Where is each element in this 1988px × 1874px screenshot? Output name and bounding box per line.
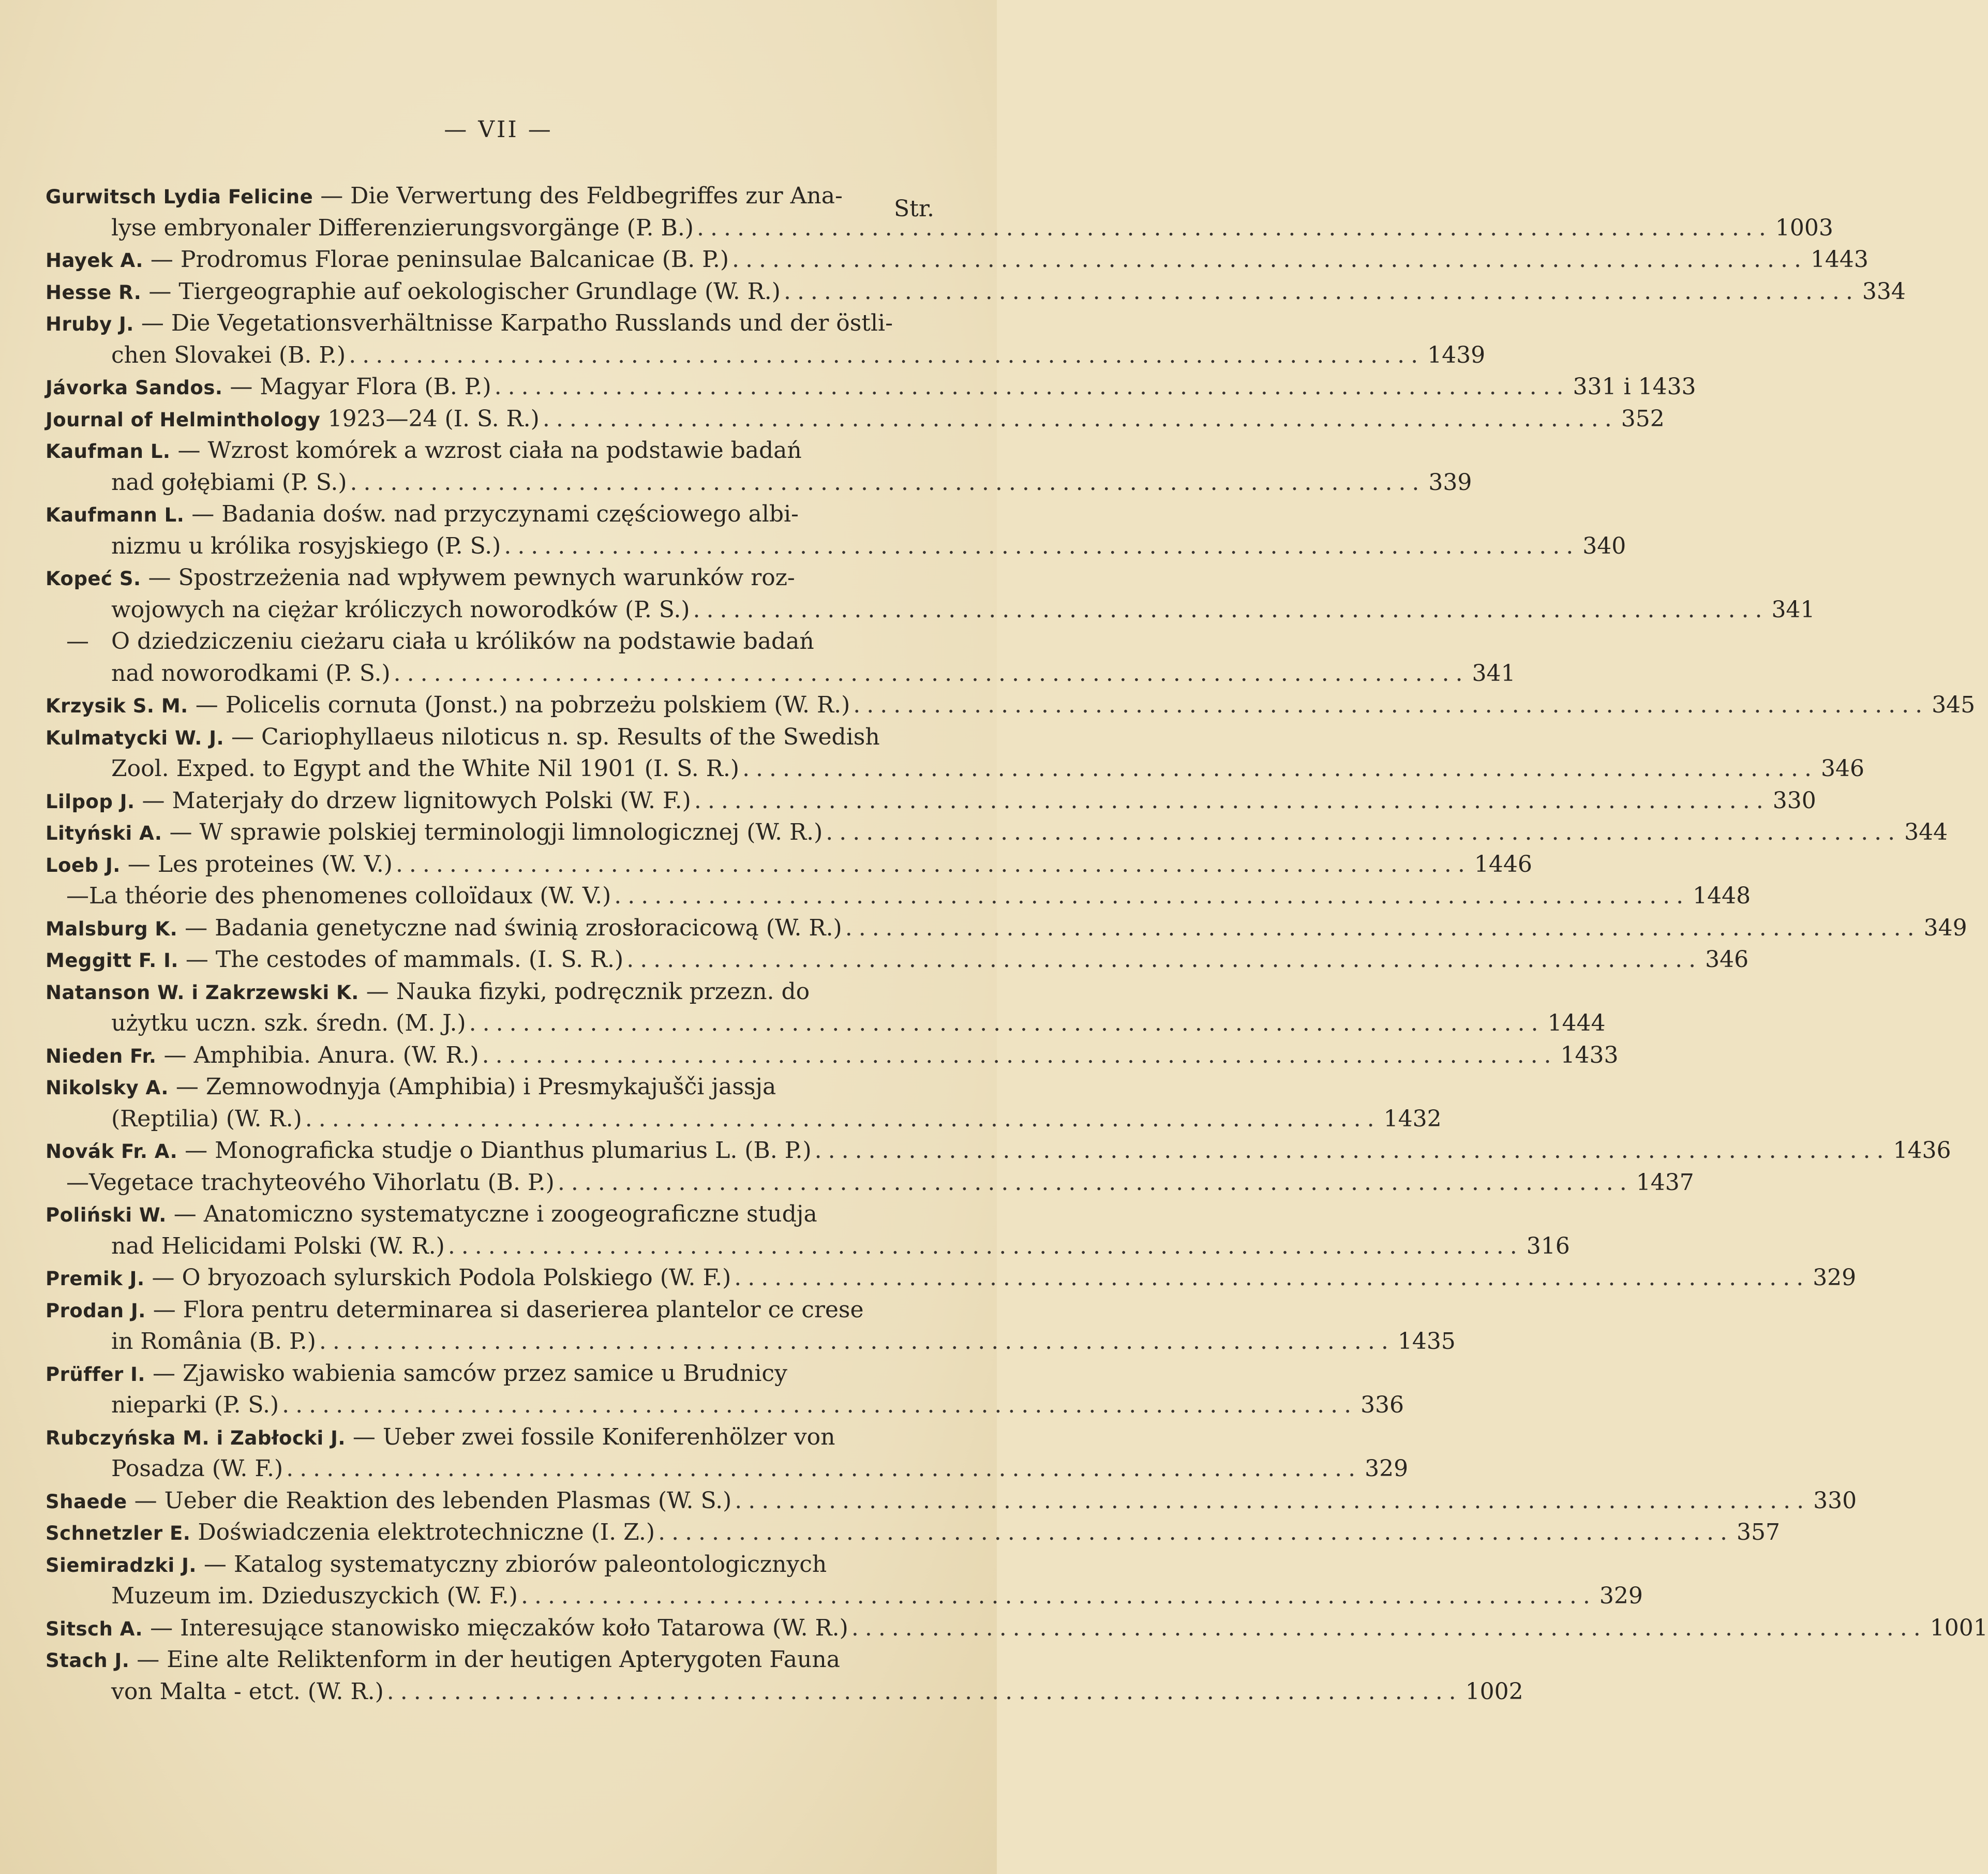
entry-title-text: nad Helicidami Polski (W. R.) — [111, 1232, 445, 1259]
index-entry — [46, 849, 1532, 881]
index-entry — [46, 785, 1816, 817]
entry-title-text: — O bryozoach sylurskich Podola Polskiego (W. F.) — [152, 1265, 731, 1291]
dot-leader: ................................................................................ — [742, 755, 1818, 782]
index-entry — [46, 689, 1976, 721]
entry-line — [46, 849, 1532, 881]
index-entry — [46, 1294, 1456, 1358]
entry-author: Rubczyńska M. i Zabłocki J. — [46, 1426, 346, 1449]
index-entry — [46, 1039, 1619, 1072]
entry-title-text: (Reptilia) (W. R.) — [111, 1105, 302, 1132]
entry-line — [46, 1262, 1857, 1294]
dot-leader: ................................................................................ — [693, 596, 1769, 623]
index-entry — [46, 1644, 1523, 1707]
entry-line — [46, 1549, 925, 1581]
index-entry — [46, 562, 1815, 626]
entry-title-text: — Zemnowodnyja (Amphibia) i Presmykajušči jassja — [175, 1074, 776, 1100]
entry-title-text: — Materjały do drzew lignitowych Polski (W. F.) — [142, 787, 691, 814]
dot-leader: ................................................................................ — [542, 405, 1618, 432]
index-entry — [46, 721, 1864, 785]
repeat-dash: — — [66, 883, 89, 909]
entry-page-number: 330 — [1772, 787, 1816, 814]
dot-leader: ................................................................................ — [504, 532, 1580, 559]
entry-title-text: chen Slovakei (B. P.) — [111, 341, 346, 368]
dot-leader: ................................................................................ — [694, 787, 1770, 814]
entry-author: Lityński A. — [46, 822, 162, 844]
entry-page-number: 1448 — [1693, 883, 1751, 909]
entry-line — [46, 1516, 1780, 1549]
index-entries — [46, 180, 1988, 1707]
entry-title-text: — Interesujące stanowisko mięczaków koło Tatarowa (W. R.) — [150, 1614, 848, 1641]
dot-leader: ................................................................................ — [282, 1392, 1358, 1418]
entry-page-number: 330 — [1813, 1487, 1857, 1514]
entry-author: Hayek A. — [46, 249, 143, 272]
entry-line — [46, 594, 1815, 626]
dot-leader: ................................................................................ — [853, 692, 1929, 718]
entry-author: Lilpop J. — [46, 790, 135, 813]
dot-leader: ................................................................................ — [520, 1583, 1596, 1609]
dot-leader: ................................................................................ — [696, 214, 1772, 241]
entry-author: Prüffer I. — [46, 1363, 145, 1386]
entry-line — [46, 1612, 1988, 1644]
entry-line — [46, 1007, 1606, 1039]
entry-line — [46, 1485, 1857, 1517]
entry-title-text: O dziedziczeniu cieżaru ciała u królików na podstawie badań — [111, 628, 814, 655]
index-entry — [46, 498, 1626, 562]
entry-page-number: 345 — [1932, 692, 1976, 718]
entry-title-text: — Prodromus Florae peninsulae Balcanicae (B. P.) — [150, 246, 729, 273]
entry-title-text: Zool. Exped. to Egypt and the White Nil 1901 (I. S. R.) — [111, 755, 740, 782]
entry-title-text: lyse embryonaler Differenzierungsvorgänge (P. B.) — [111, 214, 694, 241]
dot-leader: ................................................................................ — [447, 1232, 1523, 1259]
entry-title-text: Doświadczenia elektrotechniczne (I. Z.) — [198, 1519, 655, 1545]
entry-author: Kopeć S. — [46, 568, 141, 590]
entry-page-number: 341 — [1771, 596, 1815, 623]
entry-author: Novák Fr. A. — [46, 1140, 178, 1163]
dot-leader: ................................................................................ — [735, 1487, 1811, 1514]
dot-leader: ................................................................................ — [732, 246, 1807, 273]
entry-line — [46, 498, 925, 530]
entry-title-text: — Amphibia. Anura. (W. R.) — [163, 1042, 479, 1068]
entry-page-number: 1002 — [1465, 1678, 1523, 1705]
entry-title-text: Muzeum im. Dzieduszyckich (W. F.) — [111, 1583, 518, 1609]
entry-title-text: — Zjawisko wabienia samców przez samice u Brudnicy — [152, 1360, 787, 1387]
dot-leader: ................................................................................ — [814, 1137, 1890, 1164]
entry-line — [46, 1453, 1409, 1485]
index-entry — [46, 944, 1749, 976]
entry-title-text: La théorie des phenomenes colloïdaux (W. V.) — [89, 883, 611, 909]
entry-title-text: — W sprawie polskiej terminologji limnologicznej (W. R.) — [169, 819, 823, 845]
entry-line — [46, 785, 1816, 817]
entry-author: Schnetzler E. — [46, 1522, 191, 1544]
entry-line — [46, 1389, 1404, 1421]
entry-title-text: — The cestodes of mammals. (I. S. R.) — [185, 946, 624, 973]
entry-title-text: — Ueber zwei fossile Koniferenhölzer von — [352, 1423, 835, 1450]
dot-leader: ................................................................................ — [386, 1678, 1462, 1705]
entry-line — [46, 1580, 1643, 1612]
entry-page-number: 1003 — [1775, 214, 1833, 241]
entry-line — [46, 1326, 1456, 1358]
entry-author: Poliński W. — [46, 1204, 167, 1226]
entry-author: Kulmatycki W. J. — [46, 726, 225, 749]
entry-page-number: 1001 — [1930, 1614, 1988, 1641]
entry-author: Kaufmann L. — [46, 504, 185, 526]
entry-page-number: 352 — [1621, 405, 1665, 432]
entry-page-number: 1436 — [1893, 1137, 1951, 1164]
entry-author: Hesse R. — [46, 281, 142, 304]
entry-author: Siemiradzki J. — [46, 1554, 197, 1576]
page-column-label: Str. — [894, 196, 935, 222]
index-entry — [46, 1135, 1951, 1167]
entry-title-text: — Anatomiczno systematyczne i zoogeograficzne studja — [173, 1201, 817, 1227]
dot-leader: ................................................................................ — [494, 374, 1570, 400]
entry-title-text: — Die Vegetationsverhältnisse Karpatho Russlands und der östli- — [141, 310, 893, 336]
entry-title-text: — Eine alte Reliktenform in der heutigen Apterygoten Fauna — [137, 1646, 840, 1673]
entry-line — [46, 562, 925, 594]
entry-line — [46, 1135, 1951, 1167]
index-entry — [46, 1167, 1694, 1199]
entry-page-number: 329 — [1365, 1455, 1409, 1482]
dot-leader: ................................................................................ — [349, 341, 1425, 368]
dot-leader: ................................................................................ — [557, 1169, 1633, 1196]
index-entry — [46, 180, 1833, 244]
dot-leader: ................................................................................ — [783, 278, 1859, 305]
entry-page-number: 316 — [1526, 1232, 1570, 1259]
entry-author: Jávorka Sandos. — [46, 377, 223, 399]
index-entry — [46, 880, 1751, 912]
dot-leader: ................................................................................ — [614, 883, 1690, 909]
index-entry — [46, 307, 1486, 371]
index-entry — [46, 1358, 1404, 1421]
entry-page-number: 357 — [1737, 1519, 1780, 1545]
entry-author: Nieden Fr. — [46, 1045, 157, 1067]
entry-line — [46, 944, 1749, 976]
entry-line — [46, 1039, 1619, 1072]
dot-leader: ................................................................................ — [286, 1455, 1362, 1482]
entry-line — [46, 435, 925, 467]
dot-leader: ................................................................................ — [851, 1614, 1927, 1641]
dot-leader: ................................................................................ — [845, 914, 1921, 941]
entry-line — [46, 1167, 1694, 1199]
dot-leader: ................................................................................ — [395, 851, 1471, 877]
entry-author: Hruby J. — [46, 313, 134, 335]
entry-title-text: — Wzrost komórek a wzrost ciała na podstawie badań — [177, 437, 802, 464]
entry-author: Premik J. — [46, 1268, 145, 1290]
entry-title-text: — Spostrzeżenia nad wpływem pewnych warunków roz- — [148, 564, 795, 591]
dot-leader: ................................................................................ — [734, 1265, 1810, 1291]
index-entry — [46, 1198, 1570, 1262]
entry-line — [46, 1676, 1523, 1708]
entry-line — [46, 244, 1869, 276]
index-entry — [46, 1262, 1857, 1294]
entry-line — [46, 721, 925, 753]
entry-page-number: 331 i 1433 — [1573, 374, 1696, 400]
entry-author: Sitsch A. — [46, 1617, 143, 1640]
dot-leader: ................................................................................ — [626, 946, 1702, 973]
entry-page-number: 346 — [1705, 946, 1749, 973]
entry-author: Stach J. — [46, 1649, 130, 1672]
entry-line — [46, 276, 1906, 308]
entry-author: Krzysik S. M. — [46, 695, 188, 717]
entry-line — [46, 1421, 925, 1453]
entry-line — [46, 467, 1472, 499]
entry-line — [46, 880, 1751, 912]
entry-title-text: — Monograficka studje o Dianthus plumarius L. (B. P.) — [185, 1137, 812, 1164]
entry-title-text: — Die Verwertung des Feldbegriffes zur Ana- — [320, 183, 843, 209]
dot-leader: ................................................................................ — [658, 1519, 1733, 1545]
dot-leader: ................................................................................ — [482, 1042, 1558, 1068]
entry-line — [46, 371, 1696, 403]
dot-leader: ................................................................................ — [350, 469, 1426, 496]
entry-title-text: użytku uczn. szk. średn. (M. J.) — [111, 1010, 466, 1036]
entry-title-text: nizmu u królika rosyjskiego (P. S.) — [111, 532, 501, 559]
entry-author: Malsburg K. — [46, 917, 178, 940]
entry-page-number: 336 — [1361, 1392, 1404, 1418]
index-entry — [46, 403, 1665, 435]
index-entry — [46, 626, 1516, 689]
entry-author: Natanson W. i Zakrzewski K. — [46, 981, 359, 1004]
index-entry — [46, 976, 1606, 1039]
entry-line — [46, 689, 1976, 721]
entry-page-number: 344 — [1904, 819, 1948, 845]
entry-line — [46, 976, 925, 1008]
dot-leader: ................................................................................ — [469, 1010, 1545, 1036]
index-entry — [46, 371, 1696, 403]
entry-title-text: — Nauka fizyki, podręcznik przezn. do — [366, 978, 810, 1005]
index-entry — [46, 816, 1948, 849]
entry-line — [46, 753, 1864, 785]
entry-title-text: — Ueber die Reaktion des lebenden Plasmas (W. S.) — [134, 1487, 732, 1514]
entry-author: Shaede — [46, 1490, 127, 1513]
entry-author: Meggitt F. I. — [46, 949, 178, 972]
entry-page-number: 1437 — [1636, 1169, 1694, 1196]
entry-line — [46, 1103, 1442, 1135]
entry-line — [46, 180, 925, 212]
page-number: — VII — — [444, 116, 553, 143]
entry-title-text: — Cariophyllaeus niloticus n. sp. Results of the Swedish — [231, 723, 880, 750]
entry-page-number: 1443 — [1810, 246, 1869, 273]
entry-author: Gurwitsch Lydia Felicine — [46, 186, 313, 208]
entry-title-text: — Badania genetyczne nad świnią zrosłoracicową (W. R.) — [185, 914, 842, 941]
entry-title-text: von Malta - etct. (W. R.) — [111, 1678, 384, 1705]
entry-title-text: nad noworodkami (P. S.) — [111, 660, 391, 687]
entry-title-text: nieparki (P. S.) — [111, 1392, 279, 1418]
dot-leader: ................................................................................ — [393, 660, 1469, 687]
entry-title-text: — Les proteines (W. V.) — [127, 851, 393, 877]
entry-author: Nikolsky A. — [46, 1077, 169, 1099]
entry-page-number: 349 — [1923, 914, 1967, 941]
index-entry — [46, 1612, 1988, 1644]
entry-line — [46, 658, 1516, 690]
entry-title-text: — Policelis cornuta (Jonst.) na pobrzeżu polskiem (W. R.) — [195, 692, 850, 718]
entry-page-number: 1435 — [1397, 1328, 1456, 1355]
dot-leader: ................................................................................ — [305, 1105, 1381, 1132]
dot-leader: ................................................................................ — [319, 1328, 1395, 1355]
entry-page-number: 329 — [1599, 1583, 1643, 1609]
repeat-dash: — — [66, 628, 89, 655]
entry-title-text: nad gołębiami (P. S.) — [111, 469, 347, 496]
index-entry — [46, 1485, 1857, 1517]
entry-line — [46, 212, 1833, 244]
entry-line — [46, 339, 1486, 371]
entry-title-text: — Tiergeographie auf oekologischer Grundlage (W. R.) — [148, 278, 781, 305]
entry-author: Kaufman L. — [46, 440, 171, 463]
index-entry — [46, 244, 1869, 276]
entry-author: Loeb J. — [46, 854, 121, 876]
entry-author: Prodan J. — [46, 1299, 146, 1322]
entry-page-number: 329 — [1813, 1265, 1857, 1291]
entry-line — [46, 1644, 925, 1676]
entry-page-number: 1439 — [1427, 341, 1486, 368]
entry-page-number: 1446 — [1474, 851, 1532, 877]
entry-page-number: 341 — [1472, 660, 1516, 687]
entry-line — [46, 626, 925, 658]
entry-line — [46, 816, 1948, 849]
entry-title-text: Vegetace trachyteového Vihorlatu (B. P.) — [89, 1169, 555, 1196]
entry-line — [46, 1230, 1570, 1262]
entry-page-number: 339 — [1428, 469, 1472, 496]
entry-line — [46, 1294, 925, 1326]
index-entry — [46, 1516, 1780, 1549]
entry-title-text: — Flora pentru determinarea si daserierea plantelor ce crese — [153, 1296, 864, 1323]
entry-line — [46, 307, 925, 339]
entry-author: Journal of Helminthology — [46, 408, 321, 431]
entry-title-text: wojowych na ciężar króliczych noworodków (P. S.) — [111, 596, 690, 623]
entry-line — [46, 403, 1665, 435]
index-entry — [46, 276, 1906, 308]
entry-title-text: in România (B. P.) — [111, 1328, 316, 1355]
index-entry — [46, 1421, 1409, 1485]
entry-line — [46, 1071, 925, 1103]
entry-page-number: 1432 — [1383, 1105, 1442, 1132]
entry-line — [46, 1358, 925, 1390]
entry-title-text: Posadza (W. F.) — [111, 1455, 283, 1482]
index-entry — [46, 912, 1967, 944]
index-entry — [46, 1071, 1442, 1135]
entry-page-number: 1444 — [1547, 1010, 1606, 1036]
entry-page-number: 1433 — [1560, 1042, 1619, 1068]
entry-line — [46, 1198, 925, 1230]
entry-page-number: 340 — [1582, 532, 1626, 559]
entry-title-text: — Katalog systematyczny zbiorów paleontologicznych — [203, 1551, 827, 1578]
entry-title-text: 1923—24 (I. S. R.) — [327, 405, 540, 432]
index-entry — [46, 1549, 1643, 1612]
entry-title-text: — Badania dośw. nad przyczynami częściowego albi- — [191, 501, 799, 527]
repeat-dash: — — [66, 1169, 89, 1196]
entry-page-number: 346 — [1820, 755, 1864, 782]
entry-page-number: 334 — [1862, 278, 1906, 305]
entry-title-text: — Magyar Flora (B. P.) — [230, 374, 491, 400]
index-entry — [46, 435, 1472, 498]
dot-leader: ................................................................................ — [826, 819, 1902, 845]
entry-line — [46, 530, 1626, 562]
entry-line — [46, 912, 1967, 944]
